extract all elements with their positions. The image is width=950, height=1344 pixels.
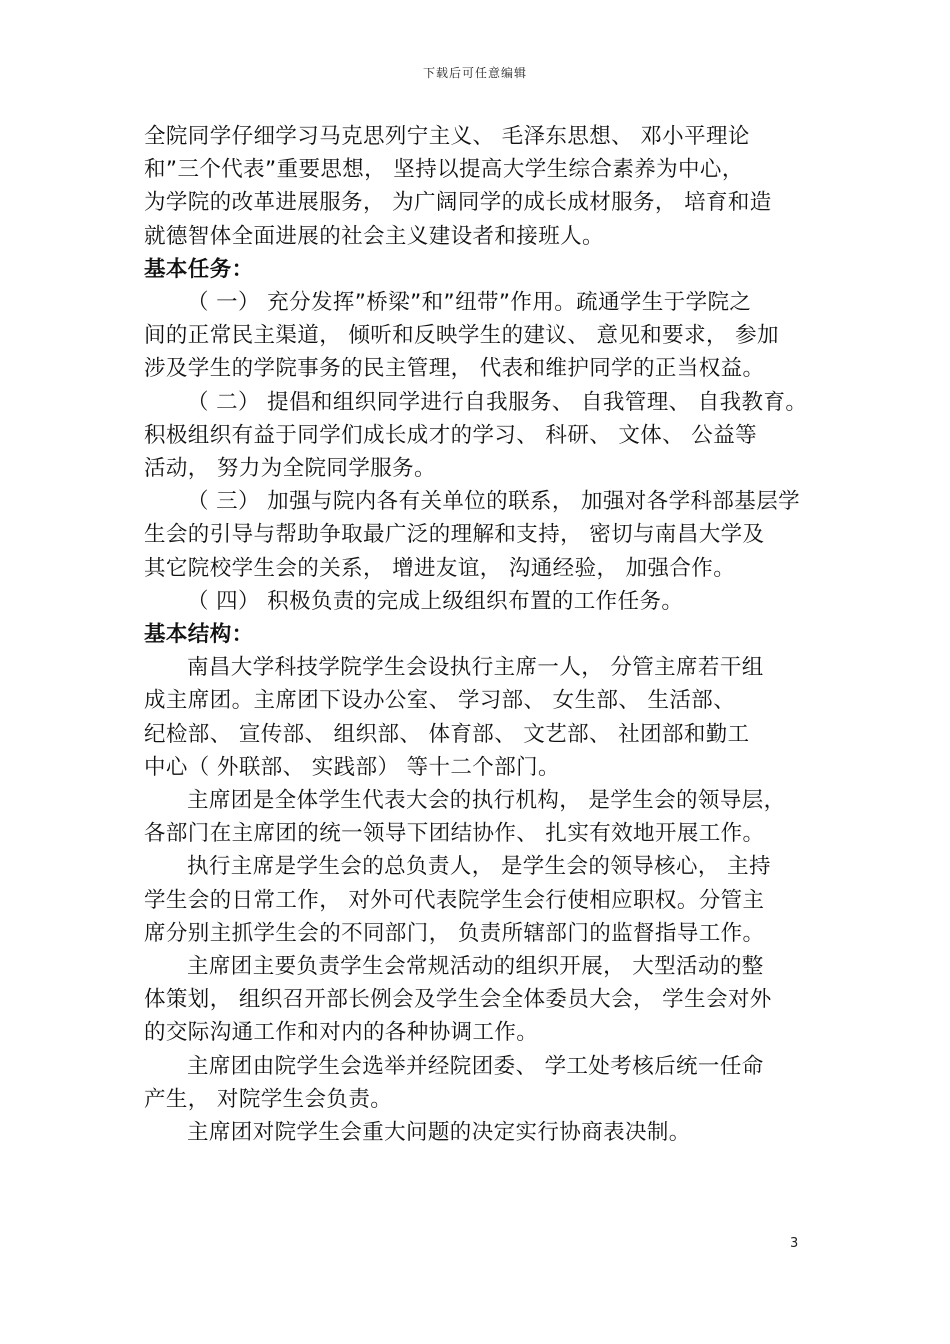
text-line: 席分别主抓学生会的不同部门， 负责所辖部门的监督指导工作。 <box>144 920 765 946</box>
text-line: 涉及学生的学院事务的民主管理， 代表和维护同学的正当权益。 <box>144 356 765 382</box>
text-line: 和”三个代表”重要思想， 坚持以提高大学生综合素养为中心， <box>144 157 744 183</box>
text-line: （ 二） 提倡和组织同学进行自我服务、 自我管理、 自我教育。 <box>187 389 808 415</box>
task-item-3 <box>144 485 814 585</box>
text-line: 其它院校学生会的关系， 增进友谊， 沟通经验， 加强合作。 <box>144 555 736 581</box>
page-header: 下载后可任意编辑 <box>422 66 527 80</box>
structure-paragraph-3 <box>144 850 814 950</box>
section-heading-tasks: 基本任务： <box>144 256 254 282</box>
text-line: 活动， 努力为全院同学服务。 <box>144 456 436 482</box>
structure-paragraph-2 <box>144 784 814 850</box>
text-line: 全院同学仔细学习马克思列宁主义、 毛泽东思想、 邓小平理论 <box>144 124 750 149</box>
text-line: 成主席团。主席团下设办公室、 学习部、 女生部、 生活部、 <box>144 688 736 714</box>
text-line: （ 三） 加强与院内各有关单位的联系， 加强对各学科部基层学 <box>187 489 801 515</box>
section-heading-structure: 基本结构： <box>144 622 254 648</box>
text-line: 就德智体全面进展的社会主义建设者和接班人。 <box>144 223 604 249</box>
text-line: 主席团主要负责学生会常规活动的组织开展， 大型活动的整 <box>187 954 764 980</box>
structure-paragraph-1 <box>144 651 814 784</box>
page-number: 3 <box>790 1236 799 1251</box>
text-line: （ 四） 积极负责的完成上级组织布置的工作任务。 <box>187 588 684 614</box>
text-line: 主席团由院学生会选举并经院团委、 学工处考核后统一任命 <box>187 1053 764 1079</box>
task-item-1 <box>144 286 814 386</box>
text-line: 积极组织有益于同学们成长成才的学习、 科研、 文体、 公益等 <box>144 422 758 448</box>
text-line: 体策划， 组织召开部长例会及学生会全体委员大会， 学生会对外 <box>144 987 772 1013</box>
text-line: 主席团对院学生会重大问题的决定实行协商表决制。 <box>187 1120 691 1146</box>
text-line: 为学院的改革进展服务， 为广阔同学的成长成材服务， 培育和造 <box>144 190 772 216</box>
task-item-4 <box>144 585 814 618</box>
intro-paragraph <box>144 120 814 253</box>
text-line: 中心（ 外联部、 实践部） 等十二个部门。 <box>144 754 560 780</box>
document-body <box>144 120 814 1149</box>
structure-paragraph-6 <box>144 1116 814 1149</box>
task-item-2 <box>144 386 814 486</box>
text-line: 各部门在主席团的统一领导下团结协作、 扎实有效地开展工作。 <box>144 821 765 847</box>
text-line: 学生会的日常工作， 对外可代表院学生会行使相应职权。分管主 <box>144 887 765 913</box>
text-line: 主席团是全体学生代表大会的执行机构， 是学生会的领导层， <box>187 788 786 814</box>
text-line: 生会的引导与帮助争取最广泛的理解和支持， 密切与南昌大学及 <box>144 522 765 548</box>
text-line: 的交际沟通工作和对内的各种协调工作。 <box>144 1020 539 1046</box>
text-line: 纪检部、 宣传部、 组织部、 体育部、 文艺部、 社团部和勤工 <box>144 721 750 747</box>
text-line: （ 一） 充分发挥”桥梁”和”纽带”作用。疏通学生于学院之 <box>187 290 752 316</box>
text-line: 执行主席是学生会的总负责人， 是学生会的领导核心， 主持 <box>187 854 771 880</box>
text-line: 间的正常民主渠道， 倾听和反映学生的建议、 意见和要求， 参加 <box>144 323 779 349</box>
text-line: 产生， 对院学生会负责。 <box>144 1086 393 1112</box>
structure-paragraph-5 <box>144 1050 814 1116</box>
structure-paragraph-4 <box>144 950 814 1050</box>
text-line: 南昌大学科技学院学生会设执行主席一人， 分管主席若干组 <box>187 655 764 681</box>
